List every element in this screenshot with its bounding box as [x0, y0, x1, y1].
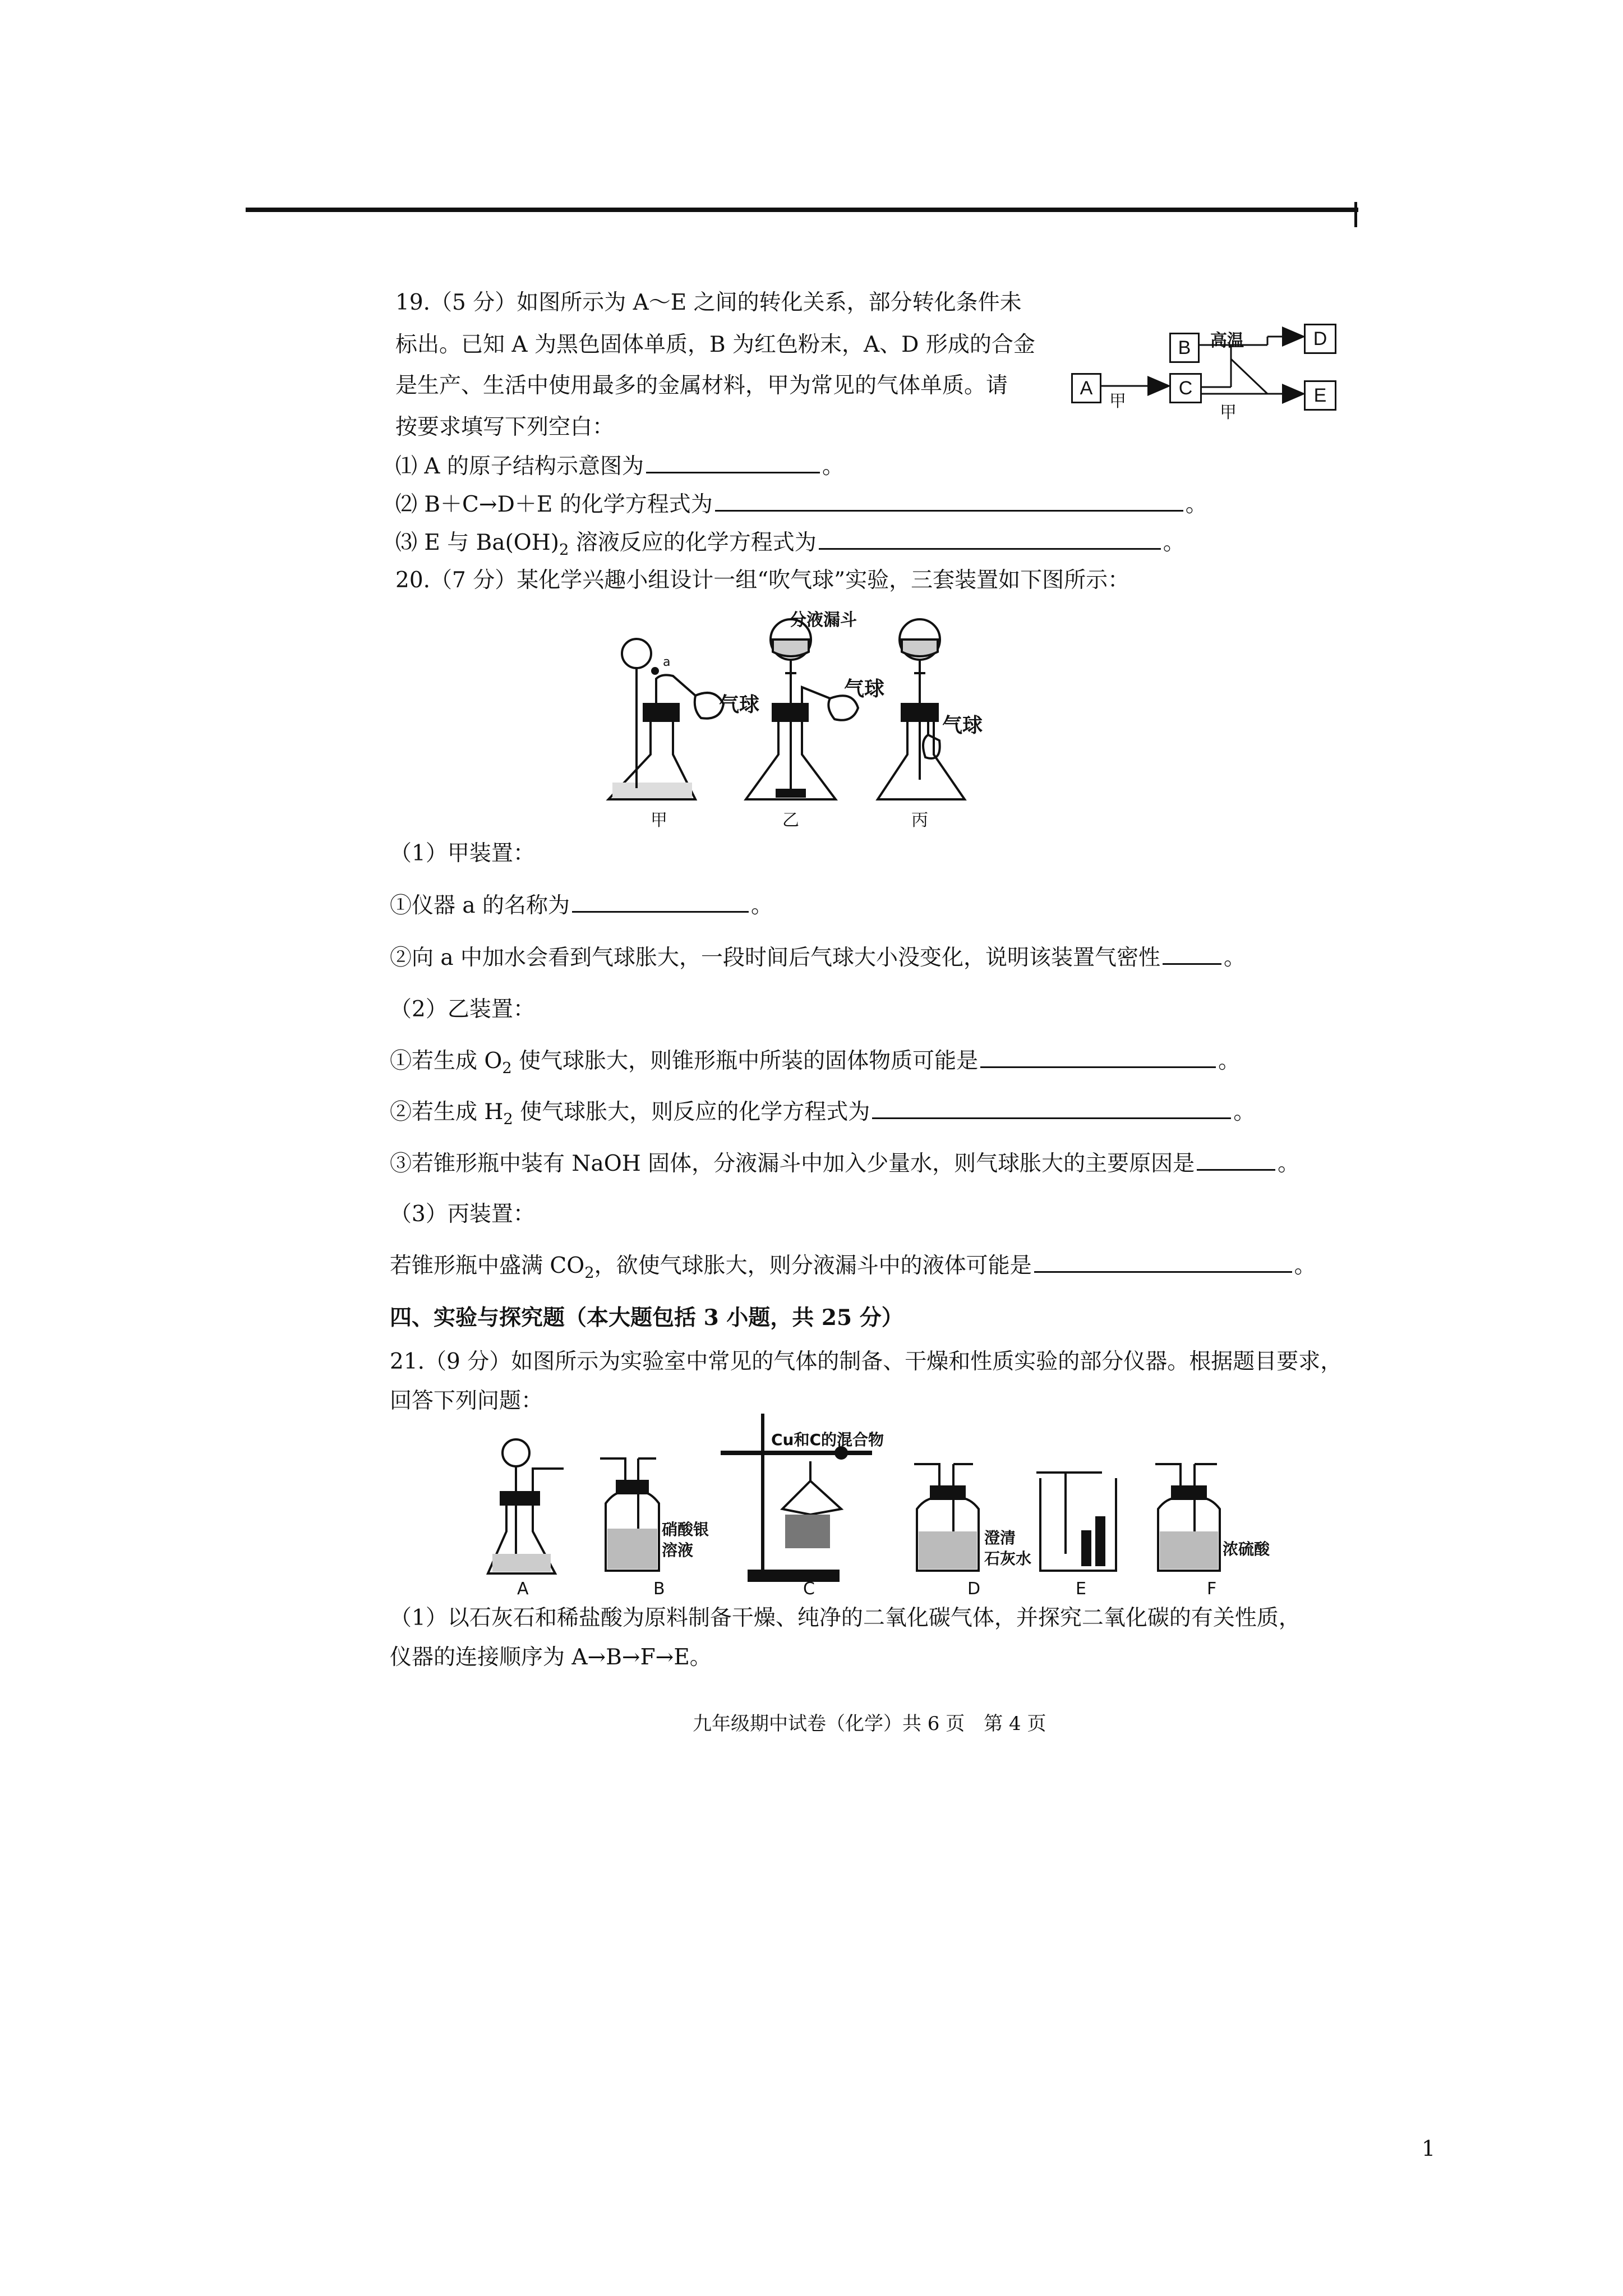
apparatus-e [1036, 1473, 1116, 1571]
label-bing: 丙 [911, 811, 928, 830]
apparatus-a [488, 1439, 564, 1573]
q20-s2-q2-end: 。 [1233, 1099, 1256, 1125]
q20-s2-q3-text: ③若锥形瓶中装有 NaOH 固体，分液漏斗中加入少量水，则气球胀大的主要原因是 [390, 1151, 1195, 1176]
q21-line2: 回答下列问题： [390, 1388, 543, 1414]
apparatus-f [1155, 1464, 1220, 1571]
label-limewater-2: 石灰水 [984, 1549, 1032, 1568]
label-a: a [663, 655, 671, 669]
q20-s2-q2-text-a: ②若生成 H [390, 1099, 504, 1125]
q20-s3-q-sub: 2 [584, 1264, 594, 1282]
q20-s1-q2-end: 。 [1224, 945, 1246, 970]
q19-line3: 是生产、生活中使用最多的金属材料，甲为常见的气体单质。请 [395, 373, 1008, 398]
label-jia-1: 甲 [1109, 392, 1126, 411]
q20-s2-q1-end: 。 [1218, 1048, 1241, 1074]
node-e: E [1304, 380, 1336, 411]
q20-s3: （3）丙装置： [390, 1202, 535, 1227]
q19-part2-text: ⑵ B＋C→D＋E 的化学方程式为 [395, 492, 713, 517]
q19-part1-text: ⑴ A 的原子结构示意图为 [395, 454, 644, 479]
q20-s2-q1-sub: 2 [502, 1059, 512, 1077]
q20-s1-q2-text: ②向 a 中加水会看到气球胀大，一段时间后气球大小没变化，说明该装置气密性 [390, 945, 1161, 970]
label-balloon-1: 气球 [719, 693, 760, 716]
q20-s1-q1-end: 。 [751, 893, 773, 918]
label-silver-nitrate-2: 溶液 [662, 1541, 694, 1559]
q20-s1-q1-text: ①仪器 a 的名称为 [390, 893, 570, 918]
label-21-d: D [967, 1579, 981, 1599]
label-sep-funnel: 分液漏斗 [790, 610, 857, 630]
q20-s2-q3-end: 。 [1278, 1151, 1300, 1176]
q20-s3-q-text-a: 若锥形瓶中盛满 CO [390, 1253, 585, 1278]
q20-s2-q2-text-b: 使气球胀大，则反应的化学方程式为 [513, 1099, 870, 1125]
q19-part1-end: 。 [822, 454, 844, 479]
label-balloon-3: 气球 [942, 714, 983, 737]
label-jia: 甲 [651, 811, 667, 830]
node-d: D [1304, 324, 1336, 354]
q19-line4: 按要求填写下列空白： [395, 415, 615, 440]
q20-s2: （2）乙装置： [390, 997, 535, 1022]
q19-part2-end: 。 [1185, 492, 1207, 517]
label-21-a: A [517, 1579, 529, 1599]
label-balloon-2: 气球 [844, 678, 885, 701]
page-number: 1 [1422, 2136, 1436, 2161]
apparatus-d [914, 1464, 979, 1571]
label-yi: 乙 [782, 811, 799, 830]
apparatus-b [600, 1458, 659, 1571]
q19-part3-end: 。 [1163, 530, 1185, 555]
label-jia-2: 甲 [1220, 403, 1237, 422]
q20-s2-q1-text-a: ①若生成 O [390, 1048, 502, 1074]
section4-heading: 四、实验与探究题（本大题包括 3 小题，共 25 分） [390, 1305, 903, 1331]
q21-line1: 21.（9 分）如图所示为实验室中常见的气体的制备、干燥和性质实验的部分仪器。根据题目要求， [390, 1349, 1343, 1374]
label-21-f: F [1207, 1579, 1217, 1599]
label-sulfuric: 浓硫酸 [1223, 1540, 1270, 1558]
node-c: C [1169, 373, 1202, 403]
q20-s3-q-end: 。 [1294, 1253, 1316, 1278]
q20-s2-q2-sub: 2 [503, 1110, 513, 1128]
q20-s1: （1）甲装置： [390, 841, 535, 866]
page-footer: 九年级期中试卷（化学）共 6 页 第 4 页 [693, 1713, 1046, 1735]
q19-part3-sub: 2 [559, 541, 569, 559]
q21-p1-line2: 仪器的连接顺序为 A→B→F→E。 [390, 1645, 712, 1670]
q19-line1: 19.（5 分）如图所示为 A～E 之间的转化关系，部分转化条件未 [395, 290, 1022, 315]
label-21-c: C [803, 1579, 815, 1599]
q19-part3-text-a: ⑶ E 与 Ba(OH) [395, 530, 559, 555]
q19-part3-text-b: 溶液反应的化学方程式为 [569, 530, 817, 555]
q20-intro: 20.（7 分）某化学兴趣小组设计一组“吹气球”实验，三套装置如下图所示： [395, 568, 1130, 593]
label-high-temp: 高温 [1210, 331, 1244, 351]
label-limewater-1: 澄清 [984, 1529, 1016, 1547]
q19-line2: 标出。已知 A 为黑色固体单质，B 为红色粉末，A、D 形成的合金 [395, 332, 1035, 357]
node-a: A [1071, 373, 1101, 403]
q20-s3-q-text-b: ，欲使气球胀大，则分液漏斗中的液体可能是 [594, 1253, 1032, 1278]
label-silver-nitrate-1: 硝酸银 [662, 1520, 709, 1539]
label-21-e: E [1076, 1579, 1086, 1599]
q21-p1-line1: （1）以石灰石和稀盐酸为原料制备干燥、纯净的二氧化碳气体，并探究二氧化碳的有关性质， [390, 1605, 1301, 1631]
label-21-b: B [653, 1579, 665, 1599]
label-cu-c: Cu和C的混合物 [771, 1430, 884, 1449]
node-b: B [1169, 333, 1200, 363]
q20-s2-q1-text-b: 使气球胀大，则锥形瓶中所装的固体物质可能是 [511, 1048, 979, 1074]
